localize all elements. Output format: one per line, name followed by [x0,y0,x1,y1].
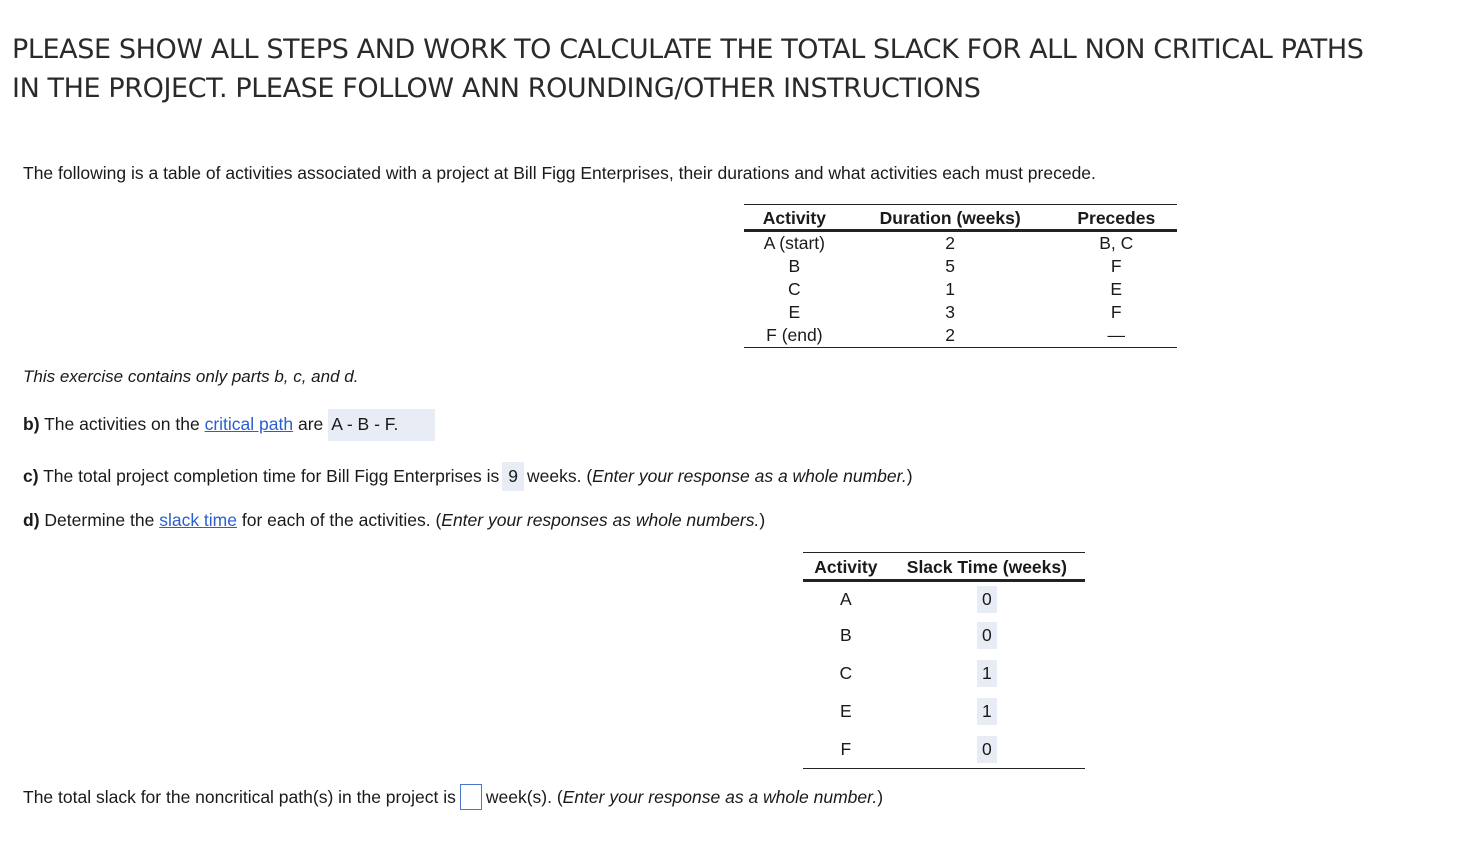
exercise-note: This exercise contains only parts b, c, and d. [23,367,359,386]
slack-table-header [803,553,1085,581]
part-b-text: The activities on the [44,414,200,434]
duration-cell: 5 [945,256,955,276]
total-slack-input[interactable] [460,784,482,810]
header-precedes: Precedes [1056,205,1177,231]
final-question-text-after: week(s). ( [485,787,563,808]
completion-time-answer[interactable]: 9 [502,462,524,491]
slack-answer-b[interactable]: 0 [977,622,997,649]
part-d-instruction: Enter your responses as whole numbers. [441,510,760,530]
duration-cell: 2 [945,233,955,253]
precedes-cell: — [1056,324,1177,348]
activity-table-header [744,205,1177,231]
slack-answer-f[interactable]: 0 [977,736,997,763]
table-row [744,301,1177,324]
slack-activity-cell: F [803,730,889,769]
part-d-close: ) [759,510,766,530]
intro-text: The following is a table of activities associated with a project at Bill Figg Enterprises, their durations and what activities each must precede. [23,163,1096,183]
precedes-cell: B, C [1099,233,1134,253]
duration-cell: 1 [945,279,955,299]
part-c-text: The total project completion time for Bill Figg Enterprises is [43,466,500,486]
final-question-instruction: Enter your response as a whole number. [562,787,878,808]
precedes-cell: F [1110,302,1122,322]
page-heading [12,30,1462,108]
part-d-text: Determine the [44,510,155,530]
slack-answer-e[interactable]: 1 [977,698,997,725]
heading-line-2: IN THE PROJECT. PLEASE FOLLOW ANN ROUNDING/OTHER INSTRUCTIONS [12,73,981,104]
slack-time-link[interactable]: slack time [159,510,237,530]
duration-cell: 3 [945,302,955,322]
slack-activity-cell: A [840,588,852,609]
slack-answer-c[interactable]: 1 [977,660,997,687]
activity-cell: E [788,302,801,322]
activity-table [744,204,1177,348]
activity-cell: F (end) [744,324,845,348]
final-question-close: ) [877,787,884,808]
final-question [23,787,883,810]
activity-cell: A (start) [763,233,825,253]
table-row [744,324,1177,348]
final-question-text: The total slack for the noncritical path(s) in the project is [23,787,456,808]
part-b-label: b) [23,414,40,434]
part-c-label: c) [23,466,39,486]
precedes-cell: F [1110,256,1122,276]
precedes-cell: E [1110,279,1123,299]
header-duration: Duration (weeks) [845,205,1056,231]
critical-path-answer[interactable]: A - B - F. [328,409,435,441]
part-b [23,409,435,441]
slack-activity-cell: E [840,700,852,721]
part-c-close: ) [906,466,913,486]
critical-path-link[interactable]: critical path [204,414,294,434]
part-c-text-after: weeks. ( [527,466,593,486]
slack-activity-cell: B [840,624,852,645]
table-row [803,730,1085,769]
part-c-instruction: Enter your response as a whole number. [592,466,907,486]
table-row [803,692,1085,730]
header-activity: Activity [744,205,845,231]
table-row [744,278,1177,301]
table-row [803,616,1085,654]
table-row [803,581,1085,617]
header-activity: Activity [803,553,889,581]
part-b-text-after: are [297,414,324,434]
part-d-text-after: for each of the activities. ( [241,510,442,530]
activity-cell: C [788,279,801,299]
header-slack-time: Slack Time (weeks) [889,553,1085,581]
table-row [803,654,1085,692]
table-row [744,231,1177,256]
part-c [23,462,913,491]
activity-cell: B [788,256,801,276]
heading-line-1: PLEASE SHOW ALL STEPS AND WORK TO CALCULATE THE TOTAL SLACK FOR ALL NON CRITICAL PATHS [12,34,1364,65]
table-row [744,255,1177,278]
slack-table [803,552,1085,769]
part-d-label: d) [23,510,40,530]
duration-cell: 2 [845,324,1056,348]
slack-activity-cell: C [839,662,853,683]
part-d [23,510,765,531]
slack-answer-a[interactable]: 0 [977,586,997,613]
